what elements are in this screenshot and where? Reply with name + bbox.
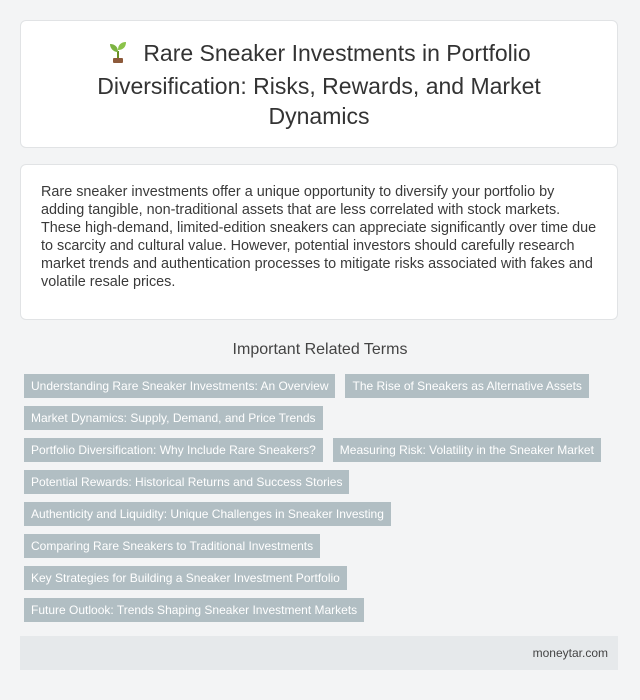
tag-row: [24, 406, 624, 430]
related-term-tag[interactable]: Market Dynamics: Supply, Demand, and Price Trends: [24, 406, 323, 430]
related-term-tag[interactable]: Understanding Rare Sneaker Investments: An Overview: [24, 374, 335, 398]
tag-row: [24, 502, 624, 526]
title-card: [20, 20, 618, 148]
related-terms-list: [24, 374, 624, 630]
page-title-text: Rare Sneaker Investments in Portfolio Diversification: Risks, Rewards, and Market Dynamics: [97, 39, 541, 129]
sprout-icon: [107, 40, 129, 71]
tag-row: [24, 438, 624, 462]
tag-row: [24, 566, 624, 590]
related-term-tag[interactable]: Potential Rewards: Historical Returns and Success Stories: [24, 470, 349, 494]
intro-card: [20, 164, 618, 320]
tag-row: [24, 374, 624, 398]
tag-row: [24, 534, 624, 558]
footer-site-link[interactable]: moneytar.com: [532, 646, 608, 660]
related-terms-heading: Important Related Terms: [232, 341, 408, 358]
related-term-tag[interactable]: Future Outlook: Trends Shaping Sneaker Investment Markets: [24, 598, 364, 622]
related-term-tag[interactable]: Measuring Risk: Volatility in the Sneaker Market: [333, 438, 601, 462]
related-term-tag[interactable]: Comparing Rare Sneakers to Traditional Investments: [24, 534, 320, 558]
tag-row: [24, 598, 624, 622]
related-term-tag[interactable]: Key Strategies for Building a Sneaker Investment Portfolio: [24, 566, 347, 590]
page-title: [61, 38, 577, 131]
related-term-tag[interactable]: The Rise of Sneakers as Alternative Assets: [345, 374, 588, 398]
footer: [20, 636, 618, 670]
related-term-tag[interactable]: Portfolio Diversification: Why Include Rare Sneakers?: [24, 438, 323, 462]
related-term-tag[interactable]: Authenticity and Liquidity: Unique Challenges in Sneaker Investing: [24, 502, 391, 526]
intro-paragraph: Rare sneaker investments offer a unique opportunity to diversify your portfolio by adding tangible, non-traditional assets that are less correlated with stock markets. These high-demand, limited-edition sneakers can appreciate significantly over time due to scarcity and cultural value. However, potential investors should carefully research market trends and authentication processes to mitigate risks associated with fakes and volatile resale prices.: [41, 184, 597, 290]
tag-row: [24, 470, 624, 494]
